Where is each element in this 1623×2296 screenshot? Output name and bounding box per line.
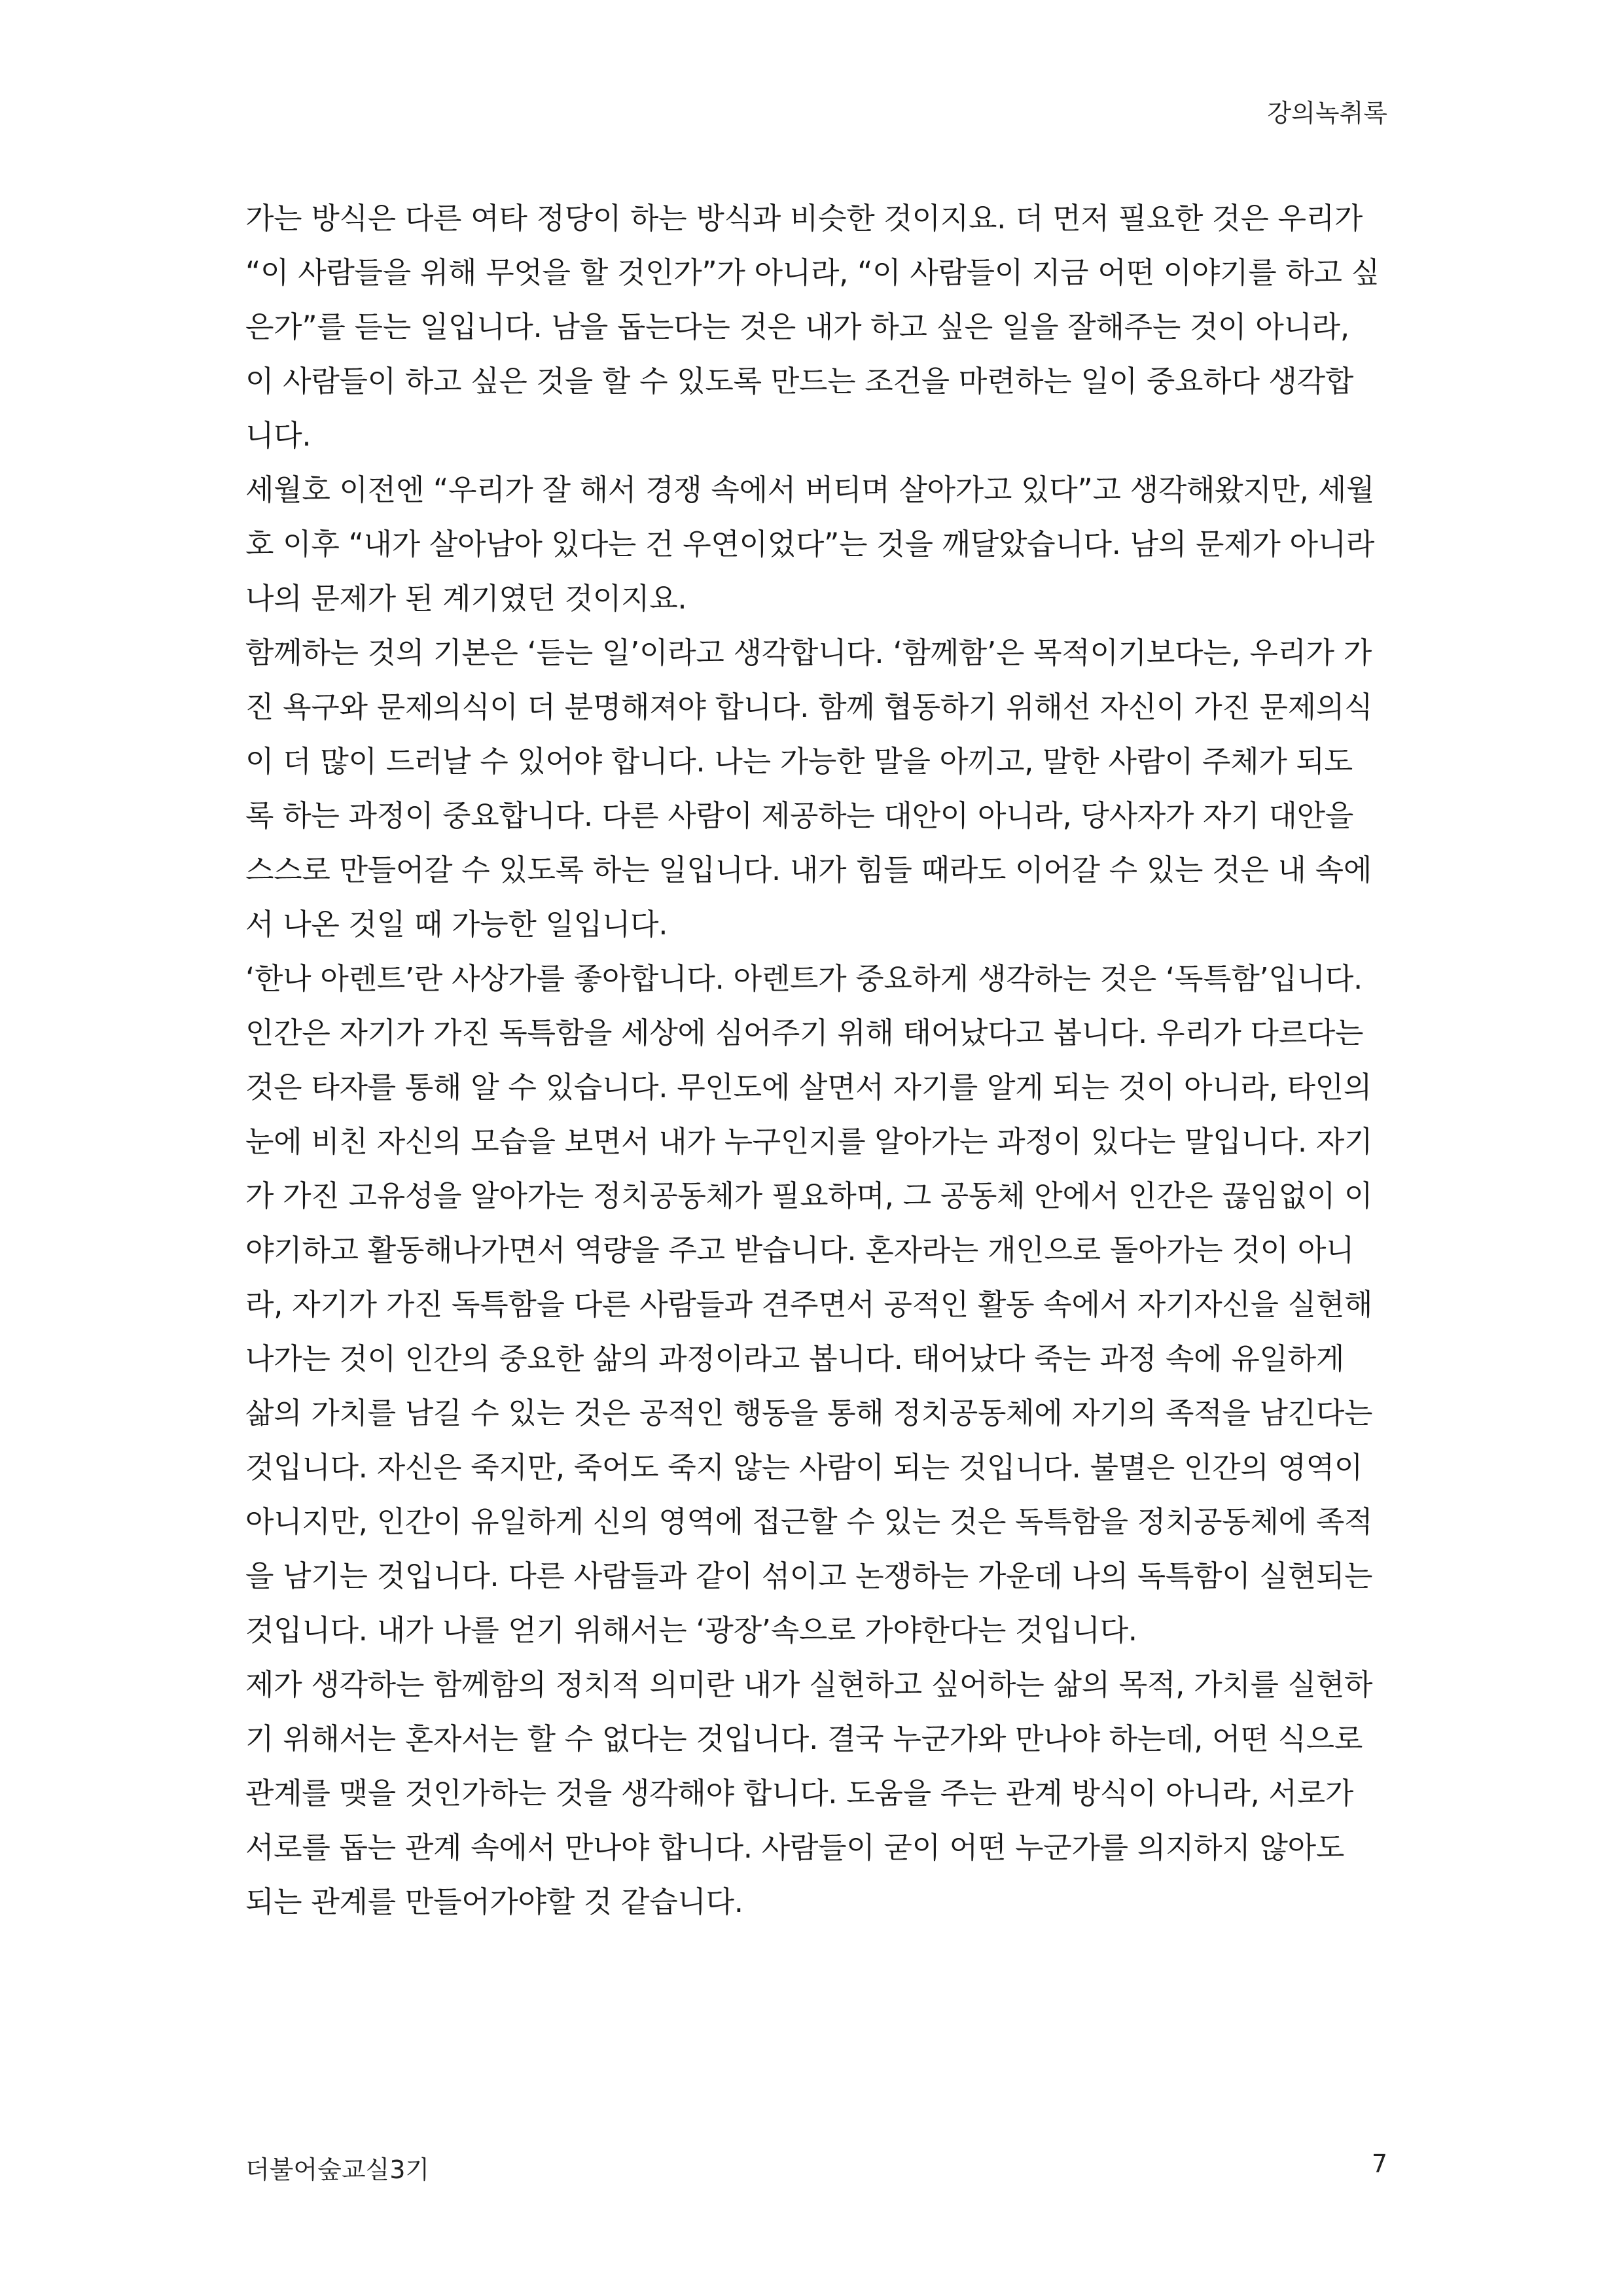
text-line: 되는 관계를 만들어가야할 것 같습니다.: [245, 1884, 743, 1919]
text-line: 관계를 맺을 것인가하는 것을 생각해야 합니다. 도움을 주는 관계 방식이 아니라, 서로가: [245, 1776, 1354, 1810]
text-line: 록 하는 과정이 중요합니다. 다른 사람이 제공하는 대안이 아니라, 당사자가 자기 대안을: [245, 798, 1354, 833]
text-line: 가는 방식은 다른 여타 정당이 하는 방식과 비슷한 것이지요. 더 먼저 필요한 것은 우리가: [245, 201, 1363, 236]
text-line: 기 위해서는 혼자서는 할 수 없다는 것입니다. 결국 누군가와 만나야 하는데, 어떤 식으로: [245, 1722, 1363, 1756]
text-line: 나가는 것이 인간의 중요한 삶의 과정이라고 봅니다. 태어났다 죽는 과정 속에 유일하게: [245, 1341, 1345, 1376]
text-line: 서로를 돕는 관계 속에서 만나야 합니다. 사람들이 굳이 어떤 누군가를 의지하지 않아도: [245, 1830, 1345, 1865]
text-line: 을 남기는 것입니다. 다른 사람들과 같이 섞이고 논쟁하는 가운데 나의 독특함이 실현되는: [245, 1559, 1373, 1593]
text-line: 것은 타자를 통해 알 수 있습니다. 무인도에 살면서 자기를 알게 되는 것이 아니라, 타인의: [245, 1070, 1372, 1104]
text-line: 호 이후 “내가 살아남아 있다는 건 우연이었다”는 것을 깨달았습니다. 남의 문제가 아니라: [245, 527, 1375, 561]
text-line: 은가”를 듣는 일입니다. 남을 돕는다는 것은 내가 하고 싶은 일을 잘해주는 것이 아니라,: [245, 309, 1349, 344]
text-line: 가 가진 고유성을 알아가는 정치공동체가 필요하며, 그 공동체 안에서 인간은 끊임없이 이: [245, 1178, 1373, 1213]
text-line: 것입니다. 자신은 죽지만, 죽어도 죽지 않는 사람이 되는 것입니다. 불멸은 인간의 영역이: [245, 1450, 1363, 1485]
text-line: 나의 문제가 된 계기였던 것이지요.: [245, 581, 687, 616]
text-line: “이 사람들을 위해 무엇을 할 것인가”가 아니라, “이 사람들이 지금 어떤 이야기를 하고 싶: [245, 255, 1380, 290]
text-line: ‘한나 아렌트’란 사상가를 좋아합니다. 아렌트가 중요하게 생각하는 것은 ‘독특함’입니다.: [245, 961, 1363, 996]
text-line: 눈에 비친 자신의 모습을 보면서 내가 누구인지를 알아가는 과정이 있다는 말입니다. 자기: [245, 1124, 1373, 1159]
text-line: 제가 생각하는 함께함의 정치적 의미란 내가 실현하고 싶어하는 삶의 목적, 가치를 실현하: [245, 1667, 1373, 1702]
text-line: 진 욕구와 문제의식이 더 분명해져야 합니다. 함께 협동하기 위해선 자신이 가진 문제의식: [245, 690, 1373, 724]
text-line: 것입니다. 내가 나를 얻기 위해서는 ‘광장’속으로 가야한다는 것입니다.: [245, 1613, 1137, 1648]
text-line: 라, 자기가 가진 독특함을 다른 사람들과 견주면서 공적인 활동 속에서 자기자신을 실현해: [245, 1287, 1373, 1322]
text-line: 스스로 만들어갈 수 있도록 하는 일입니다. 내가 힘들 때라도 이어갈 수 있는 것은 내 속에: [245, 853, 1372, 887]
text-line: 인간은 자기가 가진 독특함을 세상에 심어주기 위해 태어났다고 봅니다. 우리가 다르다는: [245, 1016, 1364, 1050]
running-header-title: 강의녹취록: [1267, 99, 1387, 128]
page-number: 7: [1371, 2149, 1387, 2178]
text-line: 니다.: [245, 418, 312, 453]
text-line: 삶의 가치를 남길 수 있는 것은 공적인 행동을 통해 정치공동체에 자기의 족적을 남긴다는: [245, 1396, 1373, 1430]
text-line: 이 사람들이 하고 싶은 것을 할 수 있도록 만드는 조건을 마련하는 일이 중요하다 생각합: [245, 364, 1354, 398]
text-line: 아니지만, 인간이 유일하게 신의 영역에 접근할 수 있는 것은 독특함을 정치공동체에 족적: [245, 1504, 1373, 1539]
footer-title: 더불어숲교실3기: [245, 2155, 430, 2184]
text-line: 이 더 많이 드러날 수 있어야 합니다. 나는 가능한 말을 아끼고, 말한 사람이 주체가 되도: [245, 744, 1353, 779]
text-line: 세월호 이전엔 “우리가 잘 해서 경쟁 속에서 버티며 살아가고 있다”고 생각해왔지만, 세월: [245, 472, 1375, 507]
text-line: 서 나온 것일 때 가능한 일입니다.: [245, 907, 668, 942]
text-line: 야기하고 활동해나가면서 역량을 주고 받습니다. 혼자라는 개인으로 돌아가는 것이 아니: [245, 1233, 1355, 1267]
text-line: 함께하는 것의 기본은 ‘듣는 일’이라고 생각합니다. ‘함께함’은 목적이기보다는, 우리가 가: [245, 635, 1372, 670]
body-text: [245, 191, 1391, 1929]
